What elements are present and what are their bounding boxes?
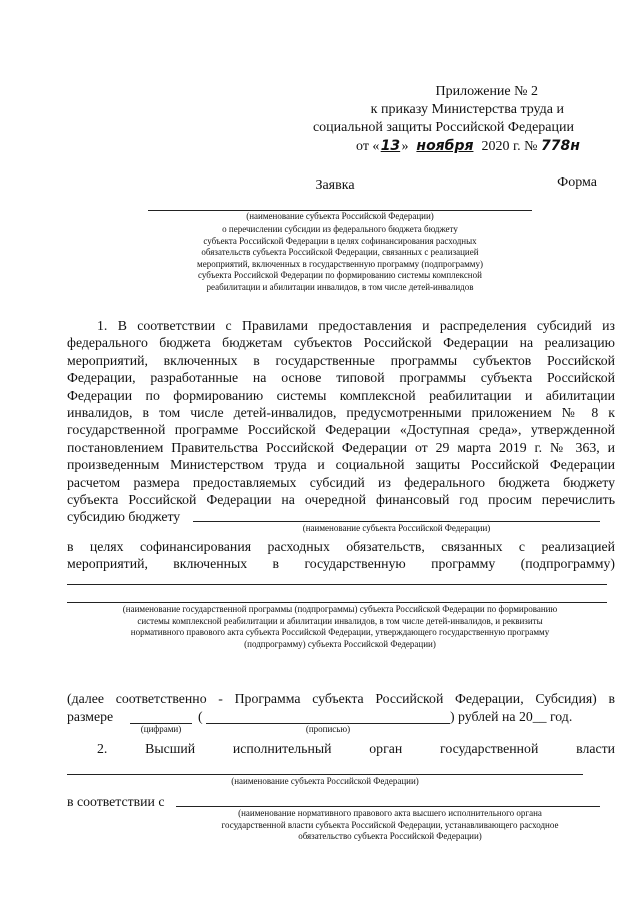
- program-caption-line: системы комплексной реабилитации и абилитации инвалидов, в том числе детей-инвалидов, и реквизиты: [137, 615, 543, 626]
- normative-act-line: [176, 806, 600, 807]
- appendix-number: Приложение № 2: [435, 84, 538, 99]
- subtitle-line: о перечислении субсидии из федерального бюджета бюджету: [222, 224, 458, 234]
- appendix-order-line: к приказу Министерства труда и: [370, 102, 564, 117]
- date-mid: »: [401, 139, 409, 154]
- program-caption-line: (наименование государственной программы (подпрограммы) субъекта Российской Федерации по формированию: [122, 604, 558, 614]
- subtitle-line: реабилитации и абилитации инвалидов, в том числе детей-инвалидов: [206, 281, 474, 292]
- paragraph-1b-line: в целях софинансирования расходных обязательств, связанных с реализацией: [67, 539, 615, 554]
- paragraph-1-line: инвалидов, в том числе детей-инвалидов, предусмотренными приложением № 8 к: [67, 405, 615, 421]
- accordance-label: в соответствии с: [67, 794, 165, 809]
- paragraph-2-line: [97, 740, 615, 757]
- handwritten-day: 13: [380, 138, 401, 154]
- subtitle-line: мероприятий, включенных в государственную программу (подпрограмму): [197, 258, 483, 269]
- paragraph-1-line: мероприятий, включенных в государственные программы субъектов Российской: [67, 352, 615, 368]
- appendix-header: [244, 83, 574, 137]
- amount-size-label: размере: [67, 709, 114, 724]
- program-name-line-2: [67, 602, 607, 603]
- amount-close-text: ) рублей на 20__ год.: [450, 709, 573, 724]
- paragraph-1-line: 1. В соответствии с Правилами предоставления и распределения субсидий из: [97, 318, 615, 333]
- form-label: Форма: [557, 175, 597, 190]
- handwritten-month: ноября: [416, 138, 474, 154]
- subject-name-caption: (наименование субъекта Российской Федерации): [246, 211, 434, 221]
- program-name-caption: [60, 604, 620, 650]
- paragraph-1-line: Федерации по формированию системы комплексной реабилитации и абилитации: [67, 387, 615, 403]
- request-subtitle: [120, 224, 560, 293]
- appendix-ministry-line: социальной защиты Российской Федерации: [312, 120, 574, 135]
- amount-words-caption: (прописью): [305, 724, 351, 734]
- normative-caption-line: обязательство субъекта Российской Федерации): [298, 831, 482, 841]
- executive-body-caption: (наименование субъекта Российской Федерации): [231, 776, 419, 786]
- subtitle-line: обязательств субъекта Российской Федерации, связанных с реализацией: [201, 247, 479, 257]
- paragraph-1b-line: мероприятий, включенных в государственную программу (подпрограмму): [67, 556, 615, 572]
- subject-budget-line: [193, 521, 600, 522]
- paragraph-1-line: федерального бюджета бюджетам субъектов Российской Федерации на реализацию: [67, 335, 615, 351]
- program-caption-line: нормативного правового акта субъекта Российской Федерации, утверждающего государственную программу: [130, 627, 550, 637]
- date-year: 2020 г. №: [481, 139, 538, 154]
- subtitle-line: субъекта Российской Федерации по формированию системы комплексной: [198, 270, 482, 280]
- paragraph-1-line: расчетом размера предоставляемых субсидий из федерального бюджета бюджету: [67, 474, 615, 490]
- handwritten-number: 778н: [540, 138, 580, 154]
- executive-body-line: [67, 774, 583, 775]
- normative-caption-line: (наименование нормативного правового акта высшего исполнительного органа: [238, 808, 542, 818]
- paragraph-1: [67, 317, 615, 508]
- subject-budget-caption: (наименование субъекта Российской Федерации): [302, 523, 491, 533]
- order-date-line: [356, 137, 616, 156]
- program-caption-line: (подпрограмму) субъекта Российской Федерации): [244, 638, 436, 649]
- date-prefix: от «: [356, 139, 380, 154]
- paragraph-1b: [67, 538, 615, 573]
- paragraph-1c-line: (далее соответственно - Программа субъекта Российской Федерации, Субсидия) в: [67, 691, 615, 706]
- document-title: Заявка: [315, 178, 355, 193]
- subtitle-line: субъекта Российской Федерации в целях софинансирования расходных: [203, 235, 477, 246]
- paragraph-1-line: постановлением Правительства Российской Федерации от 29 марта 2019 г. № 363, и: [67, 439, 615, 455]
- paragraph-1-line: государственной программе Российской Федерации «Доступная среда», утвержденной: [67, 422, 615, 438]
- amount-digits-caption: (цифрами): [140, 724, 182, 734]
- subsidy-budget-label: субсидию бюджету: [67, 509, 181, 524]
- amount-open-paren: (: [198, 709, 203, 724]
- paragraph-1-line: произведенным Министерством труда и социальной защиты Российской Федерации: [67, 457, 615, 473]
- normative-act-caption: [160, 808, 620, 843]
- paragraph-1-line: Федерации, разработанные на основе типовой программы субъекта Российской: [67, 370, 615, 386]
- paragraph-1-line: субъекта Российской Федерации на очередной финансовый год просим перечислить: [67, 492, 615, 508]
- program-name-line-1: [67, 584, 607, 585]
- paragraph-2-text: 2. Высший исполнительный орган государственной власти: [97, 741, 615, 756]
- normative-caption-line: государственной власти субъекта Российской Федерации, устанавливающего расходное: [221, 819, 559, 830]
